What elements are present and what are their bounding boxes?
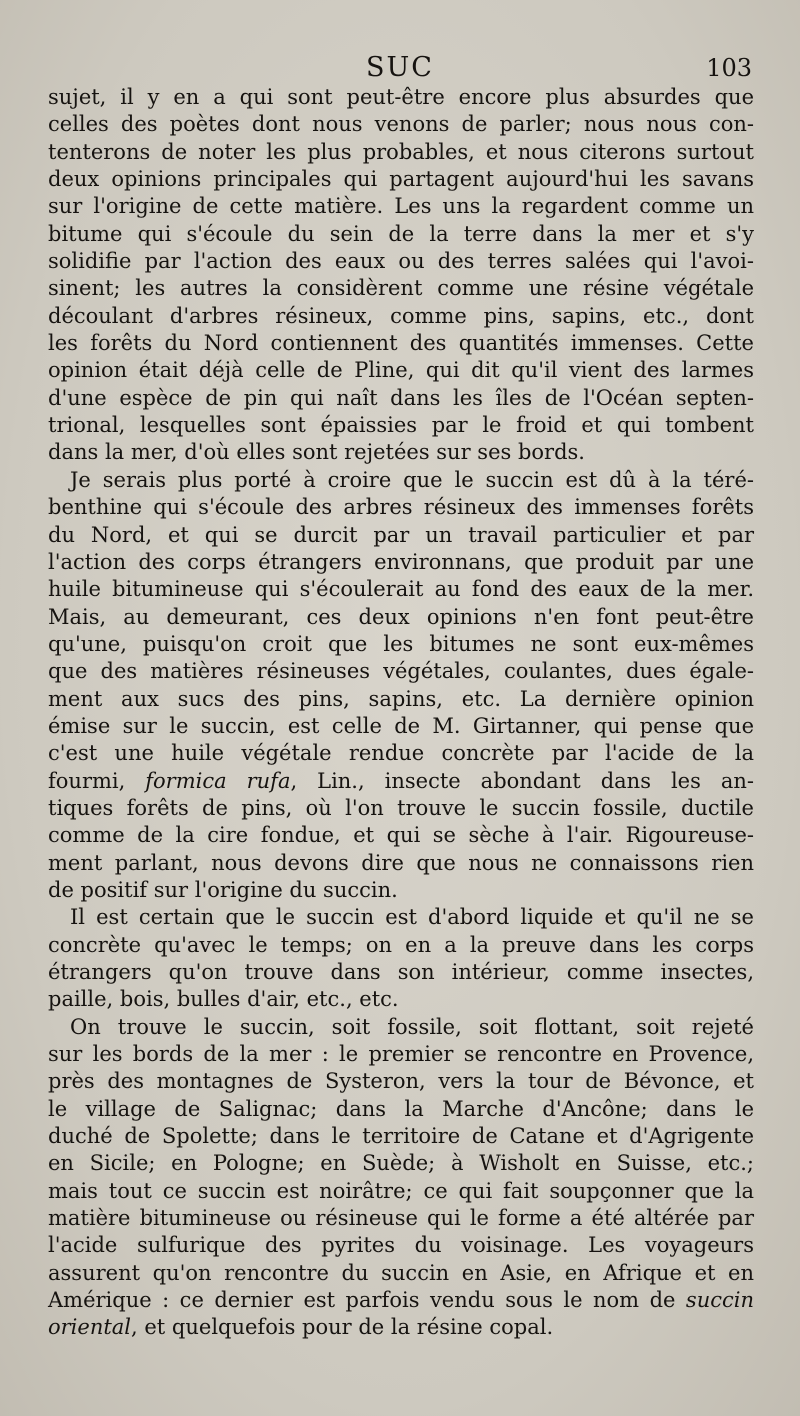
text-segment: fourmi, bbox=[48, 768, 146, 793]
text-segment: duché de Spolette; dans le territoire de Catane et d'Agrigente bbox=[48, 1124, 754, 1149]
text-segment: matière bitumineuse ou résineuse qui le forme a été altérée par bbox=[48, 1206, 754, 1231]
text-line bbox=[48, 1123, 754, 1150]
text-line bbox=[48, 1014, 754, 1041]
text-line bbox=[48, 111, 754, 138]
text-segment: On trouve le succin, soit fossile, soit flottant, soit rejeté bbox=[70, 1014, 754, 1039]
text-segment: près des montagnes de Systeron, vers la tour de Bévonce, et bbox=[48, 1069, 754, 1094]
text-line bbox=[48, 658, 754, 685]
text-segment: de positif sur l'origine du succin. bbox=[48, 877, 398, 902]
text-segment: sur les bords de la mer : le premier se rencontre en Provence, bbox=[48, 1042, 754, 1067]
text-line bbox=[48, 494, 754, 521]
text-segment: opinion était déjà celle de Pline, qui dit qu'il vient des larmes bbox=[48, 358, 754, 383]
text-line bbox=[48, 166, 754, 193]
text-segment: mais tout ce succin est noirâtre; ce qui fait soupçonner que la bbox=[48, 1178, 754, 1203]
text-line bbox=[48, 193, 754, 220]
text-segment: en Sicile; en Pologne; en Suède; à Wisholt en Suisse, etc.; bbox=[48, 1151, 754, 1176]
text-line bbox=[48, 139, 754, 166]
text-segment: , et quelquefois pour de la résine copal. bbox=[131, 1315, 554, 1340]
text-line bbox=[48, 221, 754, 248]
text-line bbox=[48, 303, 754, 330]
text-segment: tiques forêts de pins, où l'on trouve le succin fossile, ductile bbox=[48, 795, 754, 820]
text-segment: concrète qu'avec le temps; on en a la preuve dans les corps bbox=[48, 932, 754, 957]
text-line bbox=[48, 1314, 754, 1341]
text-segment: dans la mer, d'où elles sont rejetées sur ses bords. bbox=[48, 440, 585, 465]
text-line bbox=[48, 1260, 754, 1287]
text-line bbox=[48, 467, 754, 494]
text-line bbox=[48, 549, 754, 576]
text-line bbox=[48, 412, 754, 439]
text-line bbox=[48, 275, 754, 302]
text-line bbox=[48, 385, 754, 412]
text-segment: Amérique : ce dernier est parfois vendu sous le nom de bbox=[48, 1288, 686, 1313]
text-line bbox=[48, 932, 754, 959]
text-segment: l'acide sulfurique des pyrites du voisinage. Les voyageurs bbox=[48, 1233, 754, 1258]
text-segment: du Nord, et qui se durcit par un travail particulier et par bbox=[48, 522, 754, 547]
text-segment: comme de la cire fondue, et qui se sèche à l'air. Rigoureuse- bbox=[48, 823, 754, 848]
text-segment: Mais, au demeurant, ces deux opinions n'en font peut-être bbox=[48, 604, 754, 629]
text-segment: tenterons de noter les plus probables, et nous citerons surtout bbox=[48, 139, 754, 164]
text-line bbox=[48, 713, 754, 740]
page-number: 103 bbox=[706, 54, 752, 82]
text-segment: ment parlant, nous devons dire que nous ne connaissons rien bbox=[48, 850, 754, 875]
text-segment: huile bitumineuse qui s'écoulerait au fond des eaux de la mer. bbox=[48, 577, 754, 602]
italic-term: oriental bbox=[48, 1315, 132, 1340]
text-segment: assurent qu'on rencontre du succin en Asie, en Afrique et en bbox=[48, 1260, 754, 1285]
text-segment: étrangers qu'on trouve dans son intérieur, comme insectes, bbox=[48, 960, 754, 984]
text-line bbox=[48, 84, 754, 111]
text-segment: paille, bois, bulles d'air, etc., etc. bbox=[48, 987, 399, 1012]
text-line bbox=[48, 357, 754, 384]
text-segment: d'une espèce de pin qui naît dans les îles de l'Océan septen- bbox=[48, 385, 754, 410]
text-line bbox=[48, 877, 754, 904]
text-segment: deux opinions principales qui partagent aujourd'hui les savans bbox=[48, 167, 754, 192]
text-segment: benthine qui s'écoule des arbres résineux des immenses forêts bbox=[48, 495, 754, 520]
text-segment: découlant d'arbres résineux, comme pins, sapins, etc., dont bbox=[48, 303, 754, 328]
text-segment: sur l'origine de cette matière. Les uns la regardent comme un bbox=[48, 194, 754, 219]
text-segment: sujet, il y en a qui sont peut-être encore plus absurdes que bbox=[48, 85, 754, 109]
text-segment: solidifie par l'action des eaux ou des terres salées qui l'avoi- bbox=[48, 249, 754, 274]
text-line bbox=[48, 330, 754, 357]
text-line bbox=[48, 631, 754, 658]
text-line bbox=[48, 686, 754, 713]
text-line bbox=[48, 576, 754, 603]
text-segment: Je serais plus porté à croire que le succin est dû à la téré- bbox=[70, 467, 754, 492]
text-line bbox=[48, 248, 754, 275]
text-line bbox=[48, 1150, 754, 1177]
running-head: SUC bbox=[366, 52, 434, 83]
text-line bbox=[48, 1041, 754, 1068]
text-segment: qu'une, puisqu'on croit que les bitumes ne sont eux-mêmes bbox=[48, 631, 754, 656]
text-line bbox=[48, 850, 754, 877]
text-segment: ment aux sucs des pins, sapins, etc. La dernière opinion bbox=[48, 686, 754, 711]
text-line bbox=[48, 959, 754, 986]
text-segment: trional, lesquelles sont épaissies par le froid et qui tombent bbox=[48, 413, 754, 438]
text-segment: les forêts du Nord contiennent des quantités immenses. Cette bbox=[48, 331, 754, 356]
text-line bbox=[48, 1205, 754, 1232]
text-segment: Il est certain que le succin est d'abord liquide et qu'il ne se bbox=[70, 905, 754, 930]
text-segment: , Lin., insecte abondant dans les an- bbox=[290, 768, 754, 793]
text-segment: l'action des corps étrangers environnans, que produit par une bbox=[48, 549, 754, 574]
text-segment: que des matières résineuses végétales, coulantes, dues égale- bbox=[48, 659, 754, 684]
text-segment: émise sur le succin, est celle de M. Girtanner, qui pense que bbox=[48, 713, 754, 738]
text-line bbox=[48, 795, 754, 822]
text-line bbox=[48, 439, 754, 466]
body-text bbox=[48, 84, 754, 1342]
text-line bbox=[48, 1178, 754, 1205]
text-line bbox=[48, 604, 754, 631]
text-line bbox=[48, 768, 754, 795]
text-line bbox=[48, 1232, 754, 1259]
italic-term: formica rufa bbox=[145, 768, 291, 793]
text-segment: sinent; les autres la considèrent comme une résine végétale bbox=[48, 276, 754, 301]
text-line bbox=[48, 522, 754, 549]
text-line bbox=[48, 1287, 754, 1314]
text-line bbox=[48, 822, 754, 849]
text-line bbox=[48, 986, 754, 1013]
text-line bbox=[48, 1096, 754, 1123]
text-segment: le village de Salignac; dans la Marche d'Ancône; dans le bbox=[48, 1096, 754, 1121]
text-line bbox=[48, 1068, 754, 1095]
text-line bbox=[48, 740, 754, 767]
text-line bbox=[48, 904, 754, 931]
text-segment: c'est une huile végétale rendue concrète par l'acide de la bbox=[48, 741, 754, 766]
text-segment: bitume qui s'écoule du sein de la terre dans la mer et s'y bbox=[48, 221, 754, 246]
italic-term: succin bbox=[685, 1288, 754, 1313]
page-header bbox=[48, 52, 752, 84]
text-segment: celles des poètes dont nous venons de parler; nous nous con- bbox=[48, 112, 754, 137]
